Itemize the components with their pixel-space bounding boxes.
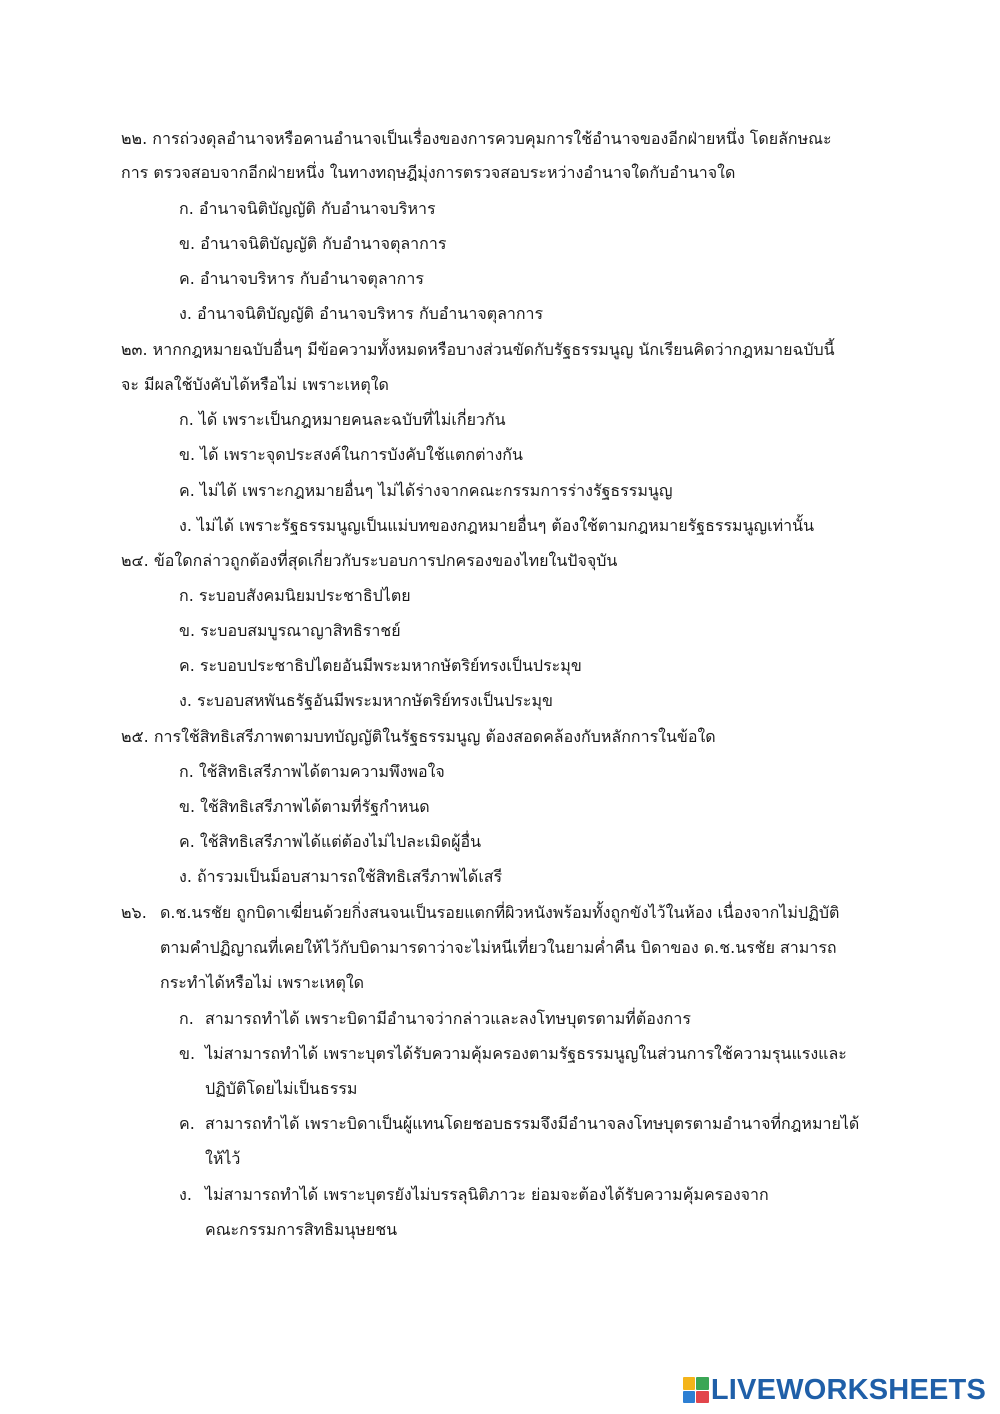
question-25-choice-b: ข. ใช้สิทธิเสรีภาพได้ตามที่รัฐกำหนด <box>179 797 430 816</box>
question-22-choice-a: ก. อำนาจนิติบัญญัติ กับอำนาจบริหาร <box>179 199 436 218</box>
question-23-line-1: ๒๓. หากกฎหมายฉบับอื่นๆ มีข้อความทั้งหมดหรือบางส่วนขัดกับรัฐธรรมนูญ นักเรียนคิดว่ากฎหมายฉบับนี้ <box>121 340 835 359</box>
question-26-choice-a-key: ก. <box>179 1009 194 1028</box>
liveworksheets-logo-icon <box>683 1377 709 1403</box>
question-22-choice-d: ง. อำนาจนิติบัญญัติ อำนาจบริหาร กับอำนาจตุลาการ <box>179 304 544 323</box>
question-26-choice-b-text-2: ปฏิบัติโดยไม่เป็นธรรม <box>205 1079 358 1098</box>
question-23-choice-c: ค. ไม่ได้ เพราะกฎหมายอื่นๆ ไม่ได้ร่างจากคณะกรรมการร่างรัฐธรรมนูญ <box>179 481 673 500</box>
question-25-choice-a: ก. ใช้สิทธิเสรีภาพได้ตามความพึงพอใจ <box>179 762 445 781</box>
question-22-choice-c: ค. อำนาจบริหาร กับอำนาจตุลาการ <box>179 269 424 288</box>
question-22-line-2: การ ตรวจสอบจากอีกฝ่ายหนึ่ง ในทางทฤษฎีมุ่งการตรวจสอบระหว่างอำนาจใดกับอำนาจใด <box>121 163 736 182</box>
question-23-line-2: จะ มีผลใช้บังคับได้หรือไม่ เพราะเหตุใด <box>121 375 389 394</box>
liveworksheets-wordmark: LIVEWORKSHEETS <box>710 1373 986 1406</box>
question-26-number: ๒๖. <box>121 903 147 922</box>
question-22-line-1: ๒๒. การถ่วงดุลอำนาจหรือคานอำนาจเป็นเรื่องของการควบคุมการใช้อำนาจของอีกฝ่ายหนึ่ง โดยลักษณะ <box>121 129 832 148</box>
question-24-choice-a: ก. ระบอบสังคมนิยมประชาธิปไตย <box>179 586 411 605</box>
question-26-choice-b-key: ข. <box>179 1044 196 1063</box>
question-25-line-1: ๒๕. การใช้สิทธิเสรีภาพตามบทบัญญัติในรัฐธรรมนูญ ต้องสอดคล้องกับหลักการในข้อใด <box>121 727 716 746</box>
question-26-choice-a-text: สามารถทำได้ เพราะบิดามีอำนาจว่ากล่าวและลงโทษบุตรตามที่ต้องการ <box>205 1009 691 1028</box>
liveworksheets-brand[interactable] <box>683 1370 986 1410</box>
question-23-choice-b: ข. ได้ เพราะจุดประสงค์ในการบังคับใช้แตกต่างกัน <box>179 445 523 464</box>
logo-square-4 <box>696 1391 709 1404</box>
question-26-choice-d-key: ง. <box>179 1185 192 1204</box>
question-26-choice-d-text-1: ไม่สามารถทำได้ เพราะบุตรยังไม่บรรลุนิติภาวะ ย่อมจะต้องได้รับความคุ้มครองจาก <box>205 1185 769 1204</box>
question-25-choice-c: ค. ใช้สิทธิเสรีภาพได้แต่ต้องไม่ไปละเมิดผู้อื่น <box>179 832 482 851</box>
logo-square-2 <box>696 1377 709 1390</box>
question-23-choice-d: ง. ไม่ได้ เพราะรัฐธรรมนูญเป็นแม่บทของกฎหมายอื่นๆ ต้องใช้ตามกฎหมายรัฐธรรมนูญเท่านั้น <box>179 516 815 535</box>
question-26-choice-c-key: ค. <box>179 1114 195 1133</box>
logo-square-3 <box>683 1391 696 1404</box>
question-24-choice-d: ง. ระบอบสหพันธรัฐอันมีพระมหากษัตริย์ทรงเป็นประมุข <box>179 691 553 710</box>
question-26-line-2: ตามคำปฏิญาณที่เคยให้ไว้กับบิดามารดาว่าจะไม่หนีเที่ยวในยามค่ำคืน บิดาของ ด.ช.นรชัย สามารถ <box>160 938 837 957</box>
question-24-choice-c: ค. ระบอบประชาธิปไตยอันมีพระมหากษัตริย์ทรงเป็นประมุข <box>179 656 582 675</box>
question-23-choice-a: ก. ได้ เพราะเป็นกฎหมายคนละฉบับที่ไม่เกี่ยวกัน <box>179 410 506 429</box>
question-26-choice-c-text-2: ให้ไว้ <box>205 1149 241 1168</box>
question-26-choice-b-text-1: ไม่สามารถทำได้ เพราะบุตรได้รับความคุ้มครองตามรัฐธรรมนูญในส่วนการใช้ความรุนแรงและ <box>205 1044 847 1063</box>
question-26-line-1: ด.ช.นรชัย ถูกบิดาเฆี่ยนด้วยกิ่งสนจนเป็นรอยแตกที่ผิวหนังพร้อมทั้งถูกขังไว้ในห้อง เนื่องจากไม่ปฏิบัติ <box>160 903 840 922</box>
question-25-choice-d: ง. ถ้ารวมเป็นม็อบสามารถใช้สิทธิเสรีภาพได้เสรี <box>179 867 503 886</box>
question-26-choice-c-text-1: สามารถทำได้ เพราะบิดาเป็นผู้แทนโดยชอบธรรมจึงมีอำนาจลงโทษบุตรตามอำนาจที่กฎหมายได้ <box>205 1114 860 1133</box>
question-26-line-3: กระทำได้หรือไม่ เพราะเหตุใด <box>160 973 365 992</box>
logo-square-1 <box>683 1377 696 1390</box>
question-24-choice-b: ข. ระบอบสมบูรณาญาสิทธิราชย์ <box>179 621 401 640</box>
question-22-choice-b: ข. อำนาจนิติบัญญัติ กับอำนาจตุลาการ <box>179 234 447 253</box>
question-26-choice-d-text-2: คณะกรรมการสิทธิมนุษยชน <box>205 1220 398 1239</box>
question-24-line-1: ๒๔. ข้อใดกล่าวถูกต้องที่สุดเกี่ยวกับระบอบการปกครองของไทยในปัจจุบัน <box>121 551 618 570</box>
